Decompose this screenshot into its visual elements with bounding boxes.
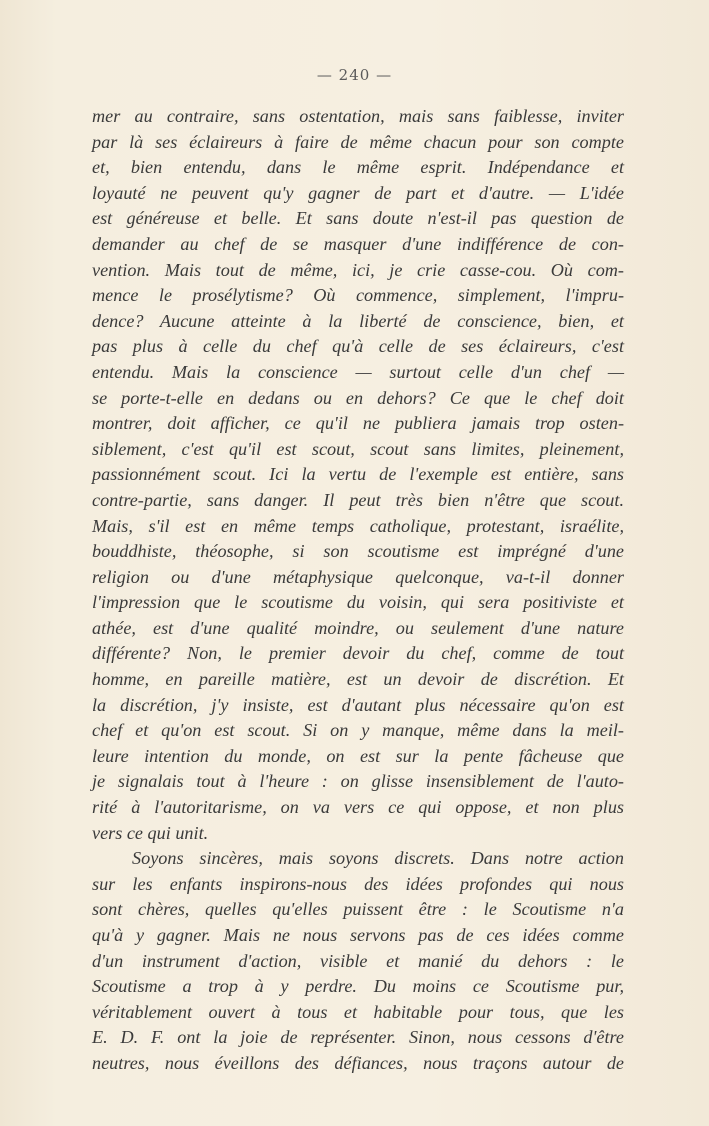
text-line: véritablement ouvert à tous et habitable pour tous, que les [92,1001,624,1022]
text-line: demander au chef de se masquer d'une indifférence de con- [92,233,624,254]
text-line: siblement, c'est qu'il est scout, scout sans limites, pleinement, [92,438,624,459]
body-text [92,104,624,1077]
text-line: par là ses éclaireurs à faire de même chacun pour son compte [92,131,624,152]
text-line: et, bien entendu, dans le même esprit. Indépendance et [92,157,624,178]
text-line: vers ce qui unit. [92,822,209,843]
text-line: athée, est d'une qualité moindre, ou seulement d'une nature [92,617,624,638]
text-line: rité à l'autoritarisme, on va vers ce qui oppose, et non plus [92,797,624,818]
text-line: homme, en pareille matière, est un devoir de discrétion. Et [92,669,624,690]
text-line: E. D. F. ont la joie de représenter. Sinon, nous cessons d'être [92,1027,624,1048]
paragraph-2 [92,846,624,1076]
text-line: chef et qu'on est scout. Si on y manque, même dans la meil- [92,720,624,741]
text-line: Scoutisme a trop à y perdre. Du moins ce Scoutisme pur, [92,976,624,997]
text-line: différente? Non, le premier devoir du chef, comme de tout [92,643,624,664]
paragraph-1 [92,104,624,846]
text-line: contre-partie, sans danger. Il peut très bien n'être que scout. [92,489,624,510]
text-line: qu'à y gagner. Mais ne nous servons pas de ces idées comme [92,925,624,945]
text-line: sur les enfants inspirons-nous des idées profondes qui nous [92,873,624,894]
page-number: — 240 — [316,66,393,84]
text-line: vention. Mais tout de même, ici, je crie casse-cou. Où com- [92,259,624,280]
text-line: montrer, doit afficher, ce qu'il ne publiera jamais trop osten- [92,413,624,434]
text-line: mence le prosélytisme? Où commence, simplement, l'impru- [92,285,624,306]
text-line: entendu. Mais la conscience — surtout celle d'un chef — [92,361,624,382]
text-line: bouddhiste, théosophe, si son scoutisme est imprégné d'une [92,541,624,562]
text-line: mer au contraire, sans ostentation, mais sans faiblesse, inviter [92,106,624,126]
text-line: neutres, nous éveillons des défiances, nous traçons autour de [92,1052,624,1073]
text-line: sont chères, quelles qu'elles puissent être : le Scoutisme n'a [92,899,624,920]
text-line: la discrétion, j'y insiste, est d'autant plus nécessaire qu'on est [92,694,624,715]
text-line: je signalais tout à l'heure : on glisse insensiblement de l'auto- [92,771,624,792]
text-line: est généreuse et belle. Et sans doute n'est-il pas question de [92,208,624,229]
text-line: l'impression que le scoutisme du voisin, qui sera positiviste et [92,592,624,613]
text-line: d'un instrument d'action, visible et manié du dehors : le [92,950,624,971]
text-line: se porte-t-elle en dedans ou en dehors? Ce que le chef doit [92,387,624,408]
text-line: pas plus à celle du chef qu'à celle de ses éclaireurs, c'est [92,336,624,357]
text-line: loyauté ne peuvent qu'y gagner de part et d'autre. — L'idée [92,182,624,203]
text-line: Soyons sincères, mais soyons discrets. Dans notre action [132,848,624,869]
text-line: Mais, s'il est en même temps catholique, protestant, israélite, [92,515,624,536]
text-line: leure intention du monde, on est sur la pente fâcheuse que [92,745,624,766]
text-line: dence? Aucune atteinte à la liberté de conscience, bien, et [92,310,624,331]
text-line: religion ou d'une métaphysique quelconque, va-t-il donner [92,566,624,587]
text-line: passionnément scout. Ici la vertu de l'exemple est entière, sans [92,464,624,485]
